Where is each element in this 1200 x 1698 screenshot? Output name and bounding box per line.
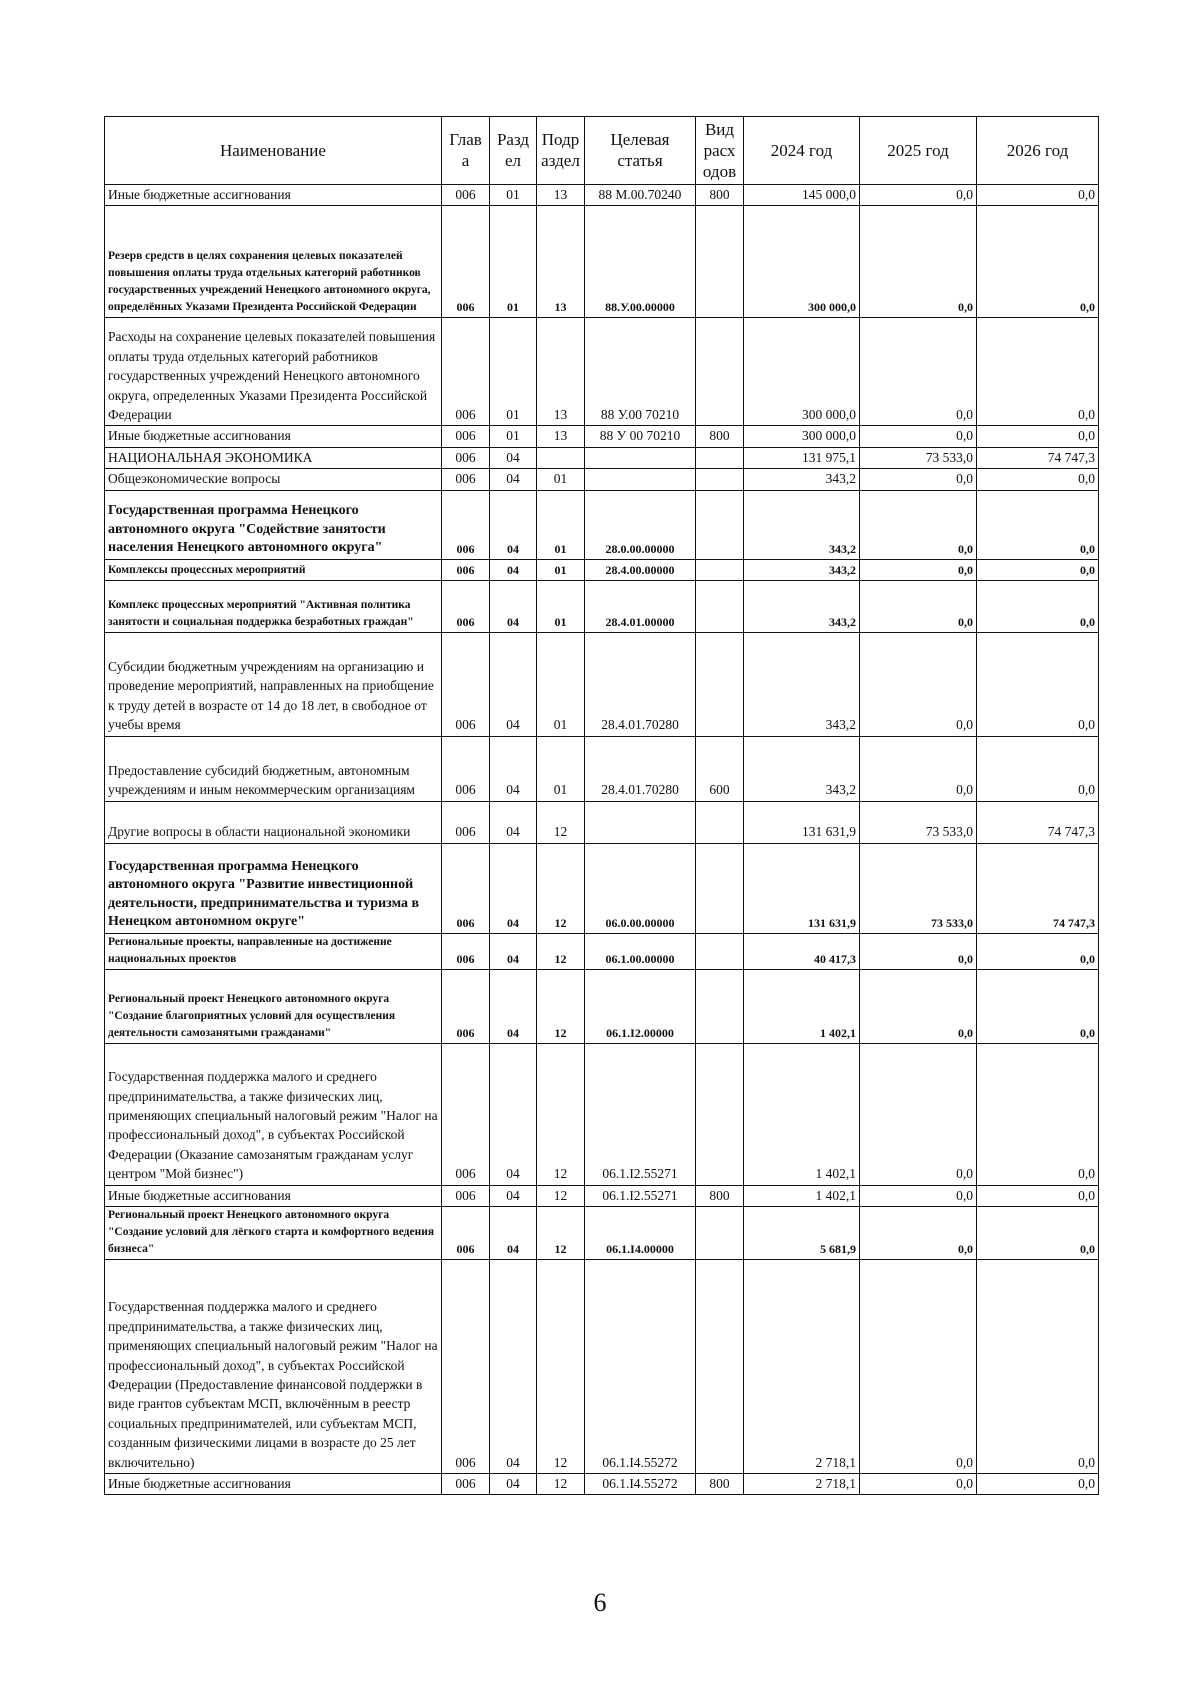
cell-name: Другие вопросы в области национальной экономики xyxy=(105,801,442,843)
table-row xyxy=(105,490,1099,559)
cell-name: НАЦИОНАЛЬНАЯ ЭКОНОМИКА xyxy=(105,447,442,468)
cell-podrazdel: 12 xyxy=(537,1185,585,1206)
cell-name: Иные бюджетные ассигнования xyxy=(105,185,442,206)
cell-glava: 006 xyxy=(442,843,490,933)
cell-2026: 0,0 xyxy=(977,469,1099,490)
cell-podrazdel: 12 xyxy=(537,933,585,969)
cell-razdel: 04 xyxy=(490,559,537,580)
header-name: Наименование xyxy=(105,117,442,185)
cell-podrazdel: 01 xyxy=(537,490,585,559)
cell-glava: 006 xyxy=(442,1260,490,1474)
table-row xyxy=(105,1043,1099,1185)
cell-vid-raskhodov: 800 xyxy=(696,1185,744,1206)
cell-glava: 006 xyxy=(442,1185,490,1206)
cell-2024: 343,2 xyxy=(744,580,860,632)
cell-celevaya-statya: 06.1.I2.00000 xyxy=(585,969,696,1043)
cell-glava: 006 xyxy=(442,559,490,580)
cell-name: Иные бюджетные ассигнования xyxy=(105,1474,442,1495)
cell-podrazdel: 01 xyxy=(537,469,585,490)
cell-vid-raskhodov xyxy=(696,1260,744,1474)
cell-2025: 0,0 xyxy=(860,1185,977,1206)
cell-vid-raskhodov xyxy=(696,632,744,736)
cell-podrazdel: 12 xyxy=(537,1207,585,1260)
table-row xyxy=(105,969,1099,1043)
cell-razdel: 04 xyxy=(490,1260,537,1474)
cell-2026: 0,0 xyxy=(977,1260,1099,1474)
cell-vid-raskhodov xyxy=(696,447,744,468)
table-header-row xyxy=(105,117,1099,185)
cell-podrazdel: 12 xyxy=(537,1043,585,1185)
page-number: 6 xyxy=(593,1588,607,1617)
cell-razdel: 04 xyxy=(490,736,537,801)
header-podrazdel: Подр аздел xyxy=(537,117,585,185)
cell-glava: 006 xyxy=(442,426,490,447)
cell-2024: 343,2 xyxy=(744,559,860,580)
header-glava: Глав а xyxy=(442,117,490,185)
cell-name: Региональные проекты, направленные на достижение национальных проектов xyxy=(105,933,442,969)
header-2025: 2025 год xyxy=(860,117,977,185)
table-row xyxy=(105,1207,1099,1260)
cell-name: Субсидии бюджетным учреждениям на организацию и проведение мероприятий, направленных на приобщение к труду детей в возрасте от 14 до 18 лет, в свободное от учебы время xyxy=(105,632,442,736)
table-row xyxy=(105,185,1099,206)
cell-2026: 0,0 xyxy=(977,206,1099,318)
cell-2025: 0,0 xyxy=(860,469,977,490)
table-row xyxy=(105,632,1099,736)
cell-celevaya-statya: 28.0.00.00000 xyxy=(585,490,696,559)
cell-razdel: 04 xyxy=(490,801,537,843)
cell-podrazdel: 13 xyxy=(537,185,585,206)
cell-razdel: 04 xyxy=(490,1474,537,1495)
cell-2025: 0,0 xyxy=(860,206,977,318)
cell-2025: 0,0 xyxy=(860,1474,977,1495)
cell-2024: 1 402,1 xyxy=(744,1185,860,1206)
cell-2025: 0,0 xyxy=(860,1043,977,1185)
cell-vid-raskhodov xyxy=(696,933,744,969)
cell-vid-raskhodov xyxy=(696,1043,744,1185)
cell-2025: 0,0 xyxy=(860,490,977,559)
cell-vid-raskhodov: 800 xyxy=(696,1474,744,1495)
cell-name: Комплексы процессных мероприятий xyxy=(105,559,442,580)
cell-celevaya-statya xyxy=(585,469,696,490)
cell-razdel: 01 xyxy=(490,426,537,447)
cell-2024: 145 000,0 xyxy=(744,185,860,206)
cell-podrazdel xyxy=(537,447,585,468)
table-row xyxy=(105,933,1099,969)
cell-glava: 006 xyxy=(442,469,490,490)
table-row xyxy=(105,736,1099,801)
cell-razdel: 04 xyxy=(490,843,537,933)
cell-name: Региональный проект Ненецкого автономного округа "Создание условий для лёгкого старта и комфортного ведения бизнеса" xyxy=(105,1207,442,1260)
cell-2025: 0,0 xyxy=(860,559,977,580)
cell-2026: 0,0 xyxy=(977,318,1099,426)
cell-2026: 74 747,3 xyxy=(977,801,1099,843)
cell-podrazdel: 12 xyxy=(537,1260,585,1474)
cell-name: Резерв средств в целях сохранения целевых показателей повышения оплаты труда отдельных категорий работников государственных учреждений Ненецкого автономного округа, определённых Указами Президента Российской Федерации xyxy=(105,206,442,318)
cell-2026: 0,0 xyxy=(977,736,1099,801)
cell-2024: 343,2 xyxy=(744,736,860,801)
cell-podrazdel: 12 xyxy=(537,969,585,1043)
cell-glava: 006 xyxy=(442,632,490,736)
cell-glava: 006 xyxy=(442,185,490,206)
cell-vid-raskhodov xyxy=(696,206,744,318)
cell-2026: 74 747,3 xyxy=(977,447,1099,468)
cell-2024: 1 402,1 xyxy=(744,1043,860,1185)
cell-2026: 0,0 xyxy=(977,632,1099,736)
cell-2026: 0,0 xyxy=(977,490,1099,559)
cell-name: Иные бюджетные ассигнования xyxy=(105,426,442,447)
cell-name: Государственная программа Ненецкого автономного округа "Содействие занятости населения Ненецкого автономного округа" xyxy=(105,490,442,559)
cell-razdel: 04 xyxy=(490,469,537,490)
cell-2025: 0,0 xyxy=(860,426,977,447)
cell-2026: 0,0 xyxy=(977,1207,1099,1260)
cell-razdel: 04 xyxy=(490,969,537,1043)
cell-2025: 0,0 xyxy=(860,933,977,969)
cell-razdel: 04 xyxy=(490,933,537,969)
table-row xyxy=(105,1185,1099,1206)
cell-name: Общеэкономические вопросы xyxy=(105,469,442,490)
cell-vid-raskhodov: 800 xyxy=(696,185,744,206)
header-vid: Вид расх одов xyxy=(696,117,744,185)
cell-2024: 131 631,9 xyxy=(744,843,860,933)
cell-glava: 006 xyxy=(442,969,490,1043)
cell-2024: 300 000,0 xyxy=(744,318,860,426)
cell-name: Государственная поддержка малого и среднего предпринимательства, а также физических лиц, применяющих специальный налоговый режим "Налог на профессиональный доход", в субъектах Российской Федерации (Предоставление финансовой поддержки в виде грантов субъектам МСП, включённым в реестр социальных предпринимателей, или субъектам МСП, созданным физическими лицами в возрасте до 25 лет включительно) xyxy=(105,1260,442,1474)
table-row xyxy=(105,426,1099,447)
cell-celevaya-statya: 06.1.I4.55272 xyxy=(585,1474,696,1495)
cell-name: Государственная программа Ненецкого автономного округа "Развитие инвестиционной деятельности, предпринимательства и туризма в Ненецком автономном округе" xyxy=(105,843,442,933)
cell-2024: 1 402,1 xyxy=(744,969,860,1043)
cell-2026: 74 747,3 xyxy=(977,843,1099,933)
cell-celevaya-statya: 06.1.I4.00000 xyxy=(585,1207,696,1260)
cell-vid-raskhodov: 600 xyxy=(696,736,744,801)
cell-2025: 0,0 xyxy=(860,632,977,736)
cell-2024: 131 975,1 xyxy=(744,447,860,468)
cell-celevaya-statya: 88.У.00.00000 xyxy=(585,206,696,318)
cell-2025: 73 533,0 xyxy=(860,801,977,843)
cell-name: Предоставление субсидий бюджетным, автономным учреждениям и иным некоммерческим организациям xyxy=(105,736,442,801)
cell-vid-raskhodov xyxy=(696,1207,744,1260)
table-row xyxy=(105,469,1099,490)
cell-2024: 131 631,9 xyxy=(744,801,860,843)
table-row xyxy=(105,1474,1099,1495)
header-razdel: Разд ел xyxy=(490,117,537,185)
cell-vid-raskhodov xyxy=(696,318,744,426)
cell-razdel: 04 xyxy=(490,632,537,736)
table-row xyxy=(105,559,1099,580)
cell-2025: 0,0 xyxy=(860,1207,977,1260)
cell-podrazdel: 12 xyxy=(537,801,585,843)
cell-vid-raskhodov xyxy=(696,559,744,580)
cell-name: Комплекс процессных мероприятий "Активная политика занятости и социальная поддержка безработных граждан" xyxy=(105,580,442,632)
cell-2026: 0,0 xyxy=(977,185,1099,206)
cell-razdel: 04 xyxy=(490,1185,537,1206)
cell-celevaya-statya: 06.0.00.00000 xyxy=(585,843,696,933)
header-celevaya: Целевая статья xyxy=(585,117,696,185)
cell-vid-raskhodov xyxy=(696,580,744,632)
cell-vid-raskhodov xyxy=(696,801,744,843)
table-row xyxy=(105,206,1099,318)
cell-podrazdel: 01 xyxy=(537,559,585,580)
cell-podrazdel: 01 xyxy=(537,580,585,632)
cell-2025: 73 533,0 xyxy=(860,447,977,468)
cell-celevaya-statya: 28.4.01.00000 xyxy=(585,580,696,632)
table-row xyxy=(105,447,1099,468)
cell-razdel: 01 xyxy=(490,185,537,206)
cell-2026: 0,0 xyxy=(977,559,1099,580)
cell-celevaya-statya: 06.1.00.00000 xyxy=(585,933,696,969)
cell-razdel: 04 xyxy=(490,447,537,468)
cell-celevaya-statya: 88 М.00.70240 xyxy=(585,185,696,206)
cell-razdel: 04 xyxy=(490,1043,537,1185)
cell-2025: 73 533,0 xyxy=(860,843,977,933)
cell-name: Расходы на сохранение целевых показателей повышения оплаты труда отдельных категорий работников государственных учреждений Ненецкого автономного округа, определенных Указами Президента Российской Федерации xyxy=(105,318,442,426)
cell-2024: 343,2 xyxy=(744,632,860,736)
cell-2024: 300 000,0 xyxy=(744,206,860,318)
cell-celevaya-statya: 06.1.I2.55271 xyxy=(585,1185,696,1206)
cell-vid-raskhodov xyxy=(696,469,744,490)
cell-razdel: 04 xyxy=(490,490,537,559)
cell-glava: 006 xyxy=(442,490,490,559)
cell-name: Региональный проект Ненецкого автономного округа "Создание благоприятных условий для осуществления деятельности самозанятыми гражданами" xyxy=(105,969,442,1043)
cell-podrazdel: 13 xyxy=(537,318,585,426)
cell-2026: 0,0 xyxy=(977,1474,1099,1495)
cell-2025: 0,0 xyxy=(860,580,977,632)
cell-celevaya-statya: 28.4.00.00000 xyxy=(585,559,696,580)
cell-2026: 0,0 xyxy=(977,1185,1099,1206)
cell-podrazdel: 12 xyxy=(537,843,585,933)
table-row xyxy=(105,1260,1099,1474)
budget-table xyxy=(104,116,1099,1495)
cell-name: Иные бюджетные ассигнования xyxy=(105,1185,442,1206)
cell-podrazdel: 01 xyxy=(537,736,585,801)
table-row xyxy=(105,801,1099,843)
cell-glava: 006 xyxy=(442,1207,490,1260)
cell-podrazdel: 13 xyxy=(537,206,585,318)
cell-podrazdel: 12 xyxy=(537,1474,585,1495)
cell-razdel: 04 xyxy=(490,1207,537,1260)
cell-glava: 006 xyxy=(442,318,490,426)
cell-glava: 006 xyxy=(442,1474,490,1495)
cell-podrazdel: 01 xyxy=(537,632,585,736)
cell-2026: 0,0 xyxy=(977,1043,1099,1185)
cell-razdel: 01 xyxy=(490,206,537,318)
cell-podrazdel: 13 xyxy=(537,426,585,447)
cell-2025: 0,0 xyxy=(860,736,977,801)
cell-vid-raskhodov: 800 xyxy=(696,426,744,447)
cell-2026: 0,0 xyxy=(977,969,1099,1043)
cell-glava: 006 xyxy=(442,206,490,318)
cell-glava: 006 xyxy=(442,1043,490,1185)
cell-2024: 40 417,3 xyxy=(744,933,860,969)
header-2024: 2024 год xyxy=(744,117,860,185)
cell-name: Государственная поддержка малого и среднего предпринимательства, а также физических лиц, применяющих специальный налоговый режим "Налог на профессиональный доход", в субъектах Российской Федерации (Оказание самозанятым гражданам услуг центром "Мой бизнес") xyxy=(105,1043,442,1185)
cell-2025: 0,0 xyxy=(860,1260,977,1474)
cell-celevaya-statya: 28.4.01.70280 xyxy=(585,632,696,736)
cell-vid-raskhodov xyxy=(696,843,744,933)
cell-glava: 006 xyxy=(442,933,490,969)
table-body xyxy=(105,185,1099,1495)
header-2026: 2026 год xyxy=(977,117,1099,185)
cell-2024: 5 681,9 xyxy=(744,1207,860,1260)
cell-2024: 300 000,0 xyxy=(744,426,860,447)
cell-celevaya-statya: 06.1.I2.55271 xyxy=(585,1043,696,1185)
cell-celevaya-statya xyxy=(585,801,696,843)
cell-vid-raskhodov xyxy=(696,490,744,559)
table-row xyxy=(105,843,1099,933)
table-row xyxy=(105,318,1099,426)
cell-2026: 0,0 xyxy=(977,933,1099,969)
cell-celevaya-statya: 28.4.01.70280 xyxy=(585,736,696,801)
cell-vid-raskhodov xyxy=(696,969,744,1043)
cell-glava: 006 xyxy=(442,580,490,632)
cell-2026: 0,0 xyxy=(977,426,1099,447)
cell-celevaya-statya: 06.1.I4.55272 xyxy=(585,1260,696,1474)
cell-2024: 2 718,1 xyxy=(744,1260,860,1474)
cell-razdel: 01 xyxy=(490,318,537,426)
cell-2024: 2 718,1 xyxy=(744,1474,860,1495)
cell-2025: 0,0 xyxy=(860,318,977,426)
cell-celevaya-statya: 88 У.00 70210 xyxy=(585,318,696,426)
cell-celevaya-statya: 88 У 00 70210 xyxy=(585,426,696,447)
cell-celevaya-statya xyxy=(585,447,696,468)
cell-glava: 006 xyxy=(442,447,490,468)
cell-2025: 0,0 xyxy=(860,185,977,206)
cell-2026: 0,0 xyxy=(977,580,1099,632)
cell-glava: 006 xyxy=(442,736,490,801)
cell-2025: 0,0 xyxy=(860,969,977,1043)
cell-2024: 343,2 xyxy=(744,490,860,559)
cell-razdel: 04 xyxy=(490,580,537,632)
table-row xyxy=(105,580,1099,632)
cell-glava: 006 xyxy=(442,801,490,843)
cell-2024: 343,2 xyxy=(744,469,860,490)
